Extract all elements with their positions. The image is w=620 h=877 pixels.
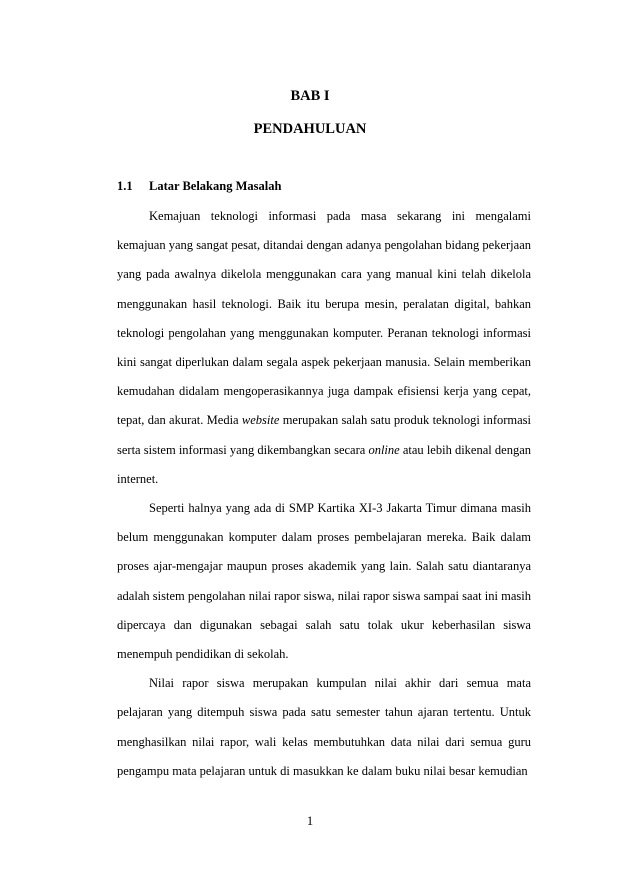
paragraph-1-online-term: online bbox=[368, 442, 400, 457]
body-text bbox=[117, 202, 531, 786]
section-heading bbox=[117, 179, 281, 194]
section-title: Latar Belakang Masalah bbox=[149, 179, 282, 193]
chapter-label: BAB I bbox=[290, 88, 330, 104]
paragraph-1-part-e: atau lebih dikenal dengan internet. bbox=[117, 442, 531, 486]
page-number: 1 bbox=[306, 814, 314, 828]
paragraph-3: Nilai rapor siswa merupakan kumpulan nilai akhir dari semua mata pelajaran yang ditempuh siswa pada satu semester tahun ajaran tertentu. Untuk menghasilkan nilai rapor, wali kelas membutuhkan data nilai dari semua guru pengampu mata pelajaran untuk di masukkan ke dalam buku nilai besar kemudian bbox=[117, 676, 531, 778]
paragraph-2: Seperti halnya yang ada di SMP Kartika XI-3 Jakarta Timur dimana masih belum menggunakan komputer dalam proses pembelajaran mereka. Baik dalam proses ajar-mengajar maupun proses akademik yang lain. Salah satu diantaranya adalah sistem pengolahan nilai rapor siswa, nilai rapor siswa sampai saat ini masih dipercaya dan digunakan sebagai salah satu tolak ukur keberhasilan siswa menempuh pendidikan di sekolah. bbox=[117, 501, 531, 662]
section-number: 1.1 bbox=[117, 179, 133, 193]
chapter-title: PENDAHULUAN bbox=[253, 121, 367, 137]
paragraph-1-part-a: Kemajuan teknologi informasi pada masa sekarang ini mengalami kemajuan yang sangat pesat, ditandai dengan adanya pengolahan bidang pekerjaan yang pada awalnya dikelola menggunakan cara yang manual kini telah dikelola menggunakan hasil teknologi. Baik itu berupa mesin, peralatan digital, bahkan teknologi pengolahan yang menggunakan komputer. Peranan teknologi informasi kini sangat diperlukan dalam segala aspek pekerjaan manusia. Selain memberikan kemudahan didalam mengoperasikannya juga dampak efisiensi kerja yang cepat, tepat, dan akurat. Media bbox=[117, 209, 531, 428]
paragraph-1 bbox=[117, 202, 531, 494]
paragraph-1-website-term: website bbox=[241, 413, 280, 428]
paragraph-1-part-c: merupakan salah satu produk teknologi informasi serta sistem informasi yang dikembangkan secara bbox=[117, 413, 531, 457]
